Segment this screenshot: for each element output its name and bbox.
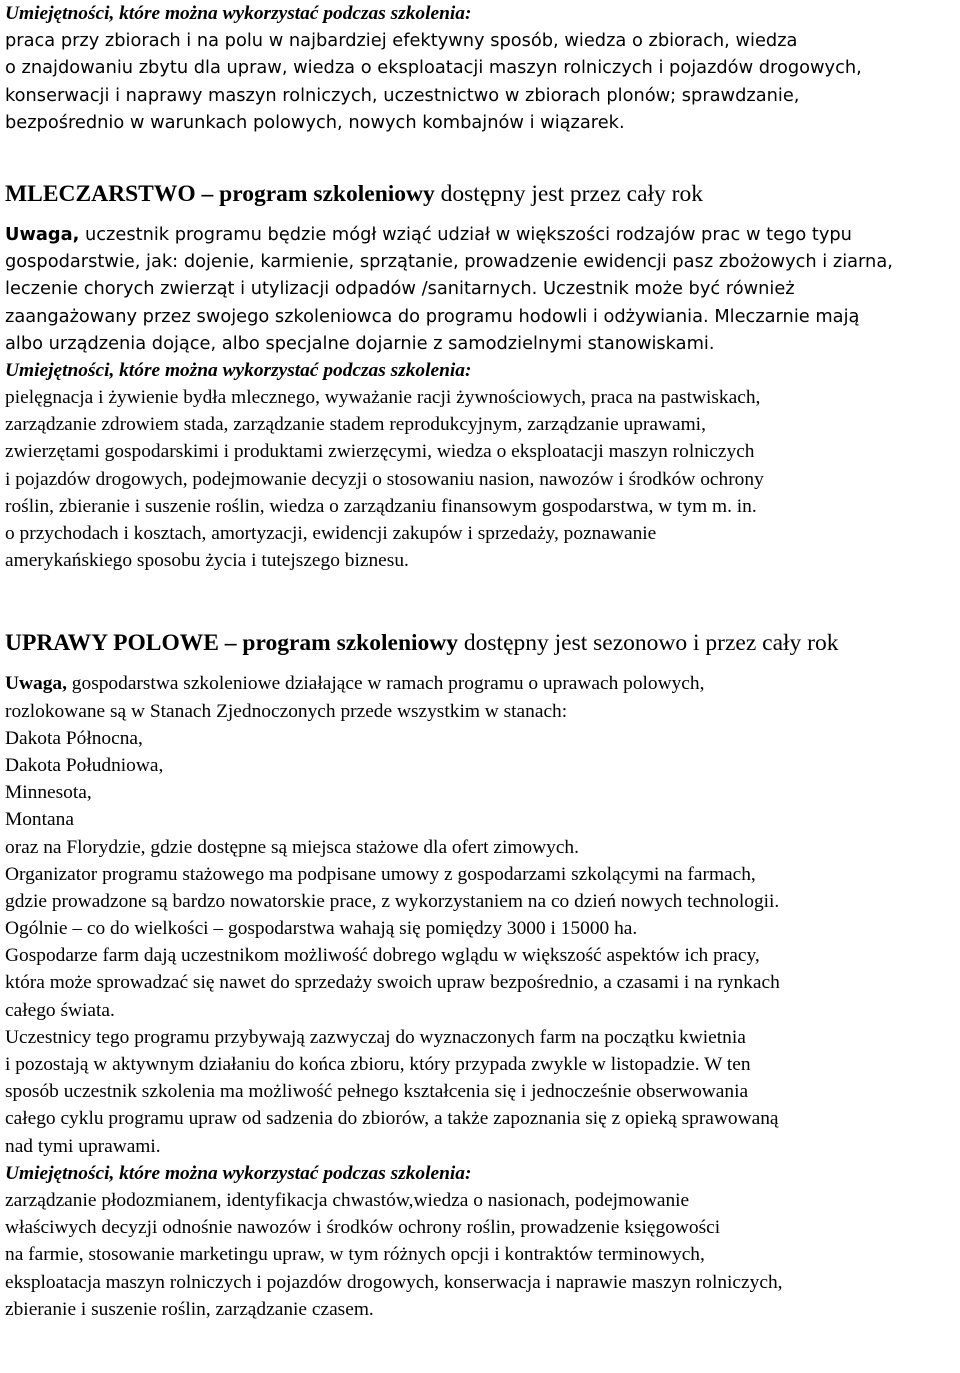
section-title-bold: UPRAWY POLOWE – program szkoleniowy [5,630,459,657]
uprawy-line: która może sprowadzać się nawet do sprzedaży swoich upraw bezpośrednio, a czasami i na rynkach [5,972,780,994]
uprawy-line: Montana [5,809,74,831]
intro-line: praca przy zbiorach i na polu w najbardziej efektywny sposób, wiedza o zbiorach, wiedza [5,30,798,52]
intro-line: konserwacji i naprawy maszyn rolniczych, uczestnictwo w zbiorach plonów; sprawdzanie, [5,84,800,106]
mleczarstwo-skills-line: amerykańskiego sposobu życia i tutejszego biznesu. [5,550,409,572]
uprawy-line: Dakota Północna, [5,727,143,749]
section-title-rest: dostępny jest przez cały rok [434,180,703,207]
uprawy-line: Gospodarze farm dają uczestnikom możliwość dobrego wglądu w większość aspektów ich pracy, [5,945,760,967]
uprawy-skills-line: eksploatacja maszyn rolniczych i pojazdów drogowych, konserwacja i naprawie maszyn rolniczych, [5,1271,783,1293]
section-title-uprawy [5,628,957,658]
section-title-mleczarstwo [5,179,957,209]
mleczarstwo-skills-line: zwierzętami gospodarskimi i produktami zwierzęcymi, wiedza o eksploatacji maszyn rolniczych [5,441,755,463]
mleczarstwo-skills-line: i pojazdów drogowych, podejmowanie decyzji o stosowaniu nasion, nawozów i środków ochrony [5,468,764,490]
uprawy-line: całego świata. [5,999,115,1021]
intro-line: o znajdowaniu zbytu dla upraw, wiedza o eksploatacji maszyn rolniczych i pojazdów drogowych, [5,57,862,79]
uwaga-label: Uwaga, [5,223,80,245]
uwaga-text: uczestnik programu będzie mógł wziąć udział w większości rodzajów prac w tego typu [79,223,852,245]
section-title-bold: MLECZARSTWO – program szkoleniowy [5,180,435,207]
skills-heading-intro: Umiejętności, które można wykorzystać podczas szkolenia: [5,3,472,24]
uprawy-line: i pozostają w aktywnym działaniu do końca zbioru, który przypada zwykle w listopadzie. W ten [5,1054,751,1075]
document-page [5,0,957,1323]
uwaga-label: Uwaga, [5,673,67,695]
mleczarstwo-line: zaangażowany przez swojego szkoleniowca do programu hodowli i odżywiania. Mleczarnie mają [5,305,860,327]
section-title-rest: dostępny jest sezonowo i przez cały rok [458,630,839,657]
uprawy-line: Uczestnicy tego programu przybywają zazwyczaj do wyznaczonych farm na początku kwietnia [5,1026,746,1048]
uprawy-line: całego cyklu programu upraw od sadzenia do zbiorów, a także zapoznania się z opieką sprawowaną [5,1108,779,1130]
uprawy-line: rozlokowane są w Stanach Zjednoczonych przede wszystkim w stanach: [5,700,568,722]
mleczarstwo-skills-line: pielęgnacja i żywienie bydła mlecznego, wyważanie racji żywnościowych, praca na pastwiskach, [5,387,761,409]
uwaga-text: gospodarstwa szkoleniowe działające w ramach programu o uprawach polowych, [66,673,705,695]
mleczarstwo-skills-line: roślin, zbieranie i suszenie roślin, wiedza o zarządzaniu finansowym gospodarstwa, w tym m. in. [5,495,757,517]
uprawy-line: Dakota Południowa, [5,754,164,776]
mleczarstwo-line: leczenie chorych zwierząt i utylizacji odpadów /sanitarnych. Uczestnik może być również [5,278,795,300]
mleczarstwo-line: gospodarstwie, jak: dojenie, karmienie, sprzątanie, prowadzenie ewidencji pasz zbożowych i ziarna, [5,251,893,273]
uprawy-skills-line: właściwych decyzji odnośnie nawozów i środków ochrony roślin, prowadzenie księgowości [5,1217,721,1239]
uprawy-skills-line: zarządzanie płodozmianem, identyfikacja chwastów,wiedza o nasionach, podejmowanie [5,1189,690,1211]
uprawy-line: Organizator programu stażowego ma podpisane umowy z gospodarzami szkolącymi na farmach, [5,863,756,885]
uprawy-line [5,670,957,697]
uprawy-skills-line: na farmie, stosowanie marketingu upraw, w tym różnych opcji i kontraktów terminowych, [5,1244,705,1266]
intro-line: bezpośrednio w warunkach polowych, nowych kombajnów i wiązarek. [5,111,625,133]
mleczarstwo-skills-line: zarządzanie zdrowiem stada, zarządzanie stadem reprodukcyjnym, zarządzanie uprawami, [5,414,706,436]
uprawy-line: Minnesota, [5,782,92,804]
mleczarstwo-skills-line: o przychodach i kosztach, amortyzacji, ewidencji zakupów i sprzedaży, poznawanie [5,523,657,544]
uprawy-line: nad tymi uprawami. [5,1135,161,1157]
uprawy-skills-line: zbieranie i suszenie roślin, zarządzanie czasem. [5,1298,374,1320]
uprawy-line: oraz na Florydzie, gdzie dostępne są miejsca stażowe dla ofert zimowych. [5,836,579,858]
skills-heading-uprawy: Umiejętności, które można wykorzystać podczas szkolenia: [5,1162,472,1184]
mleczarstwo-line: albo urządzenia dojące, albo specjalne dojarnie z samodzielnymi stanowiskami. [5,332,715,354]
uprawy-line: gdzie prowadzone są bardzo nowatorskie prace, z wykorzystaniem na co dzień nowych technologii. [5,890,780,912]
skills-heading-mleczarstwo: Umiejętności, które można wykorzystać podczas szkolenia: [5,359,472,381]
uprawy-line: sposób uczestnik szkolenia ma możliwość pełnego kształcenia się i jednocześnie obserwowania [5,1081,749,1103]
mleczarstwo-line [5,221,957,248]
uprawy-line: Ogólnie – co do wielkości – gospodarstwa wahają się pomiędzy 3000 i 15000 ha. [5,918,638,940]
